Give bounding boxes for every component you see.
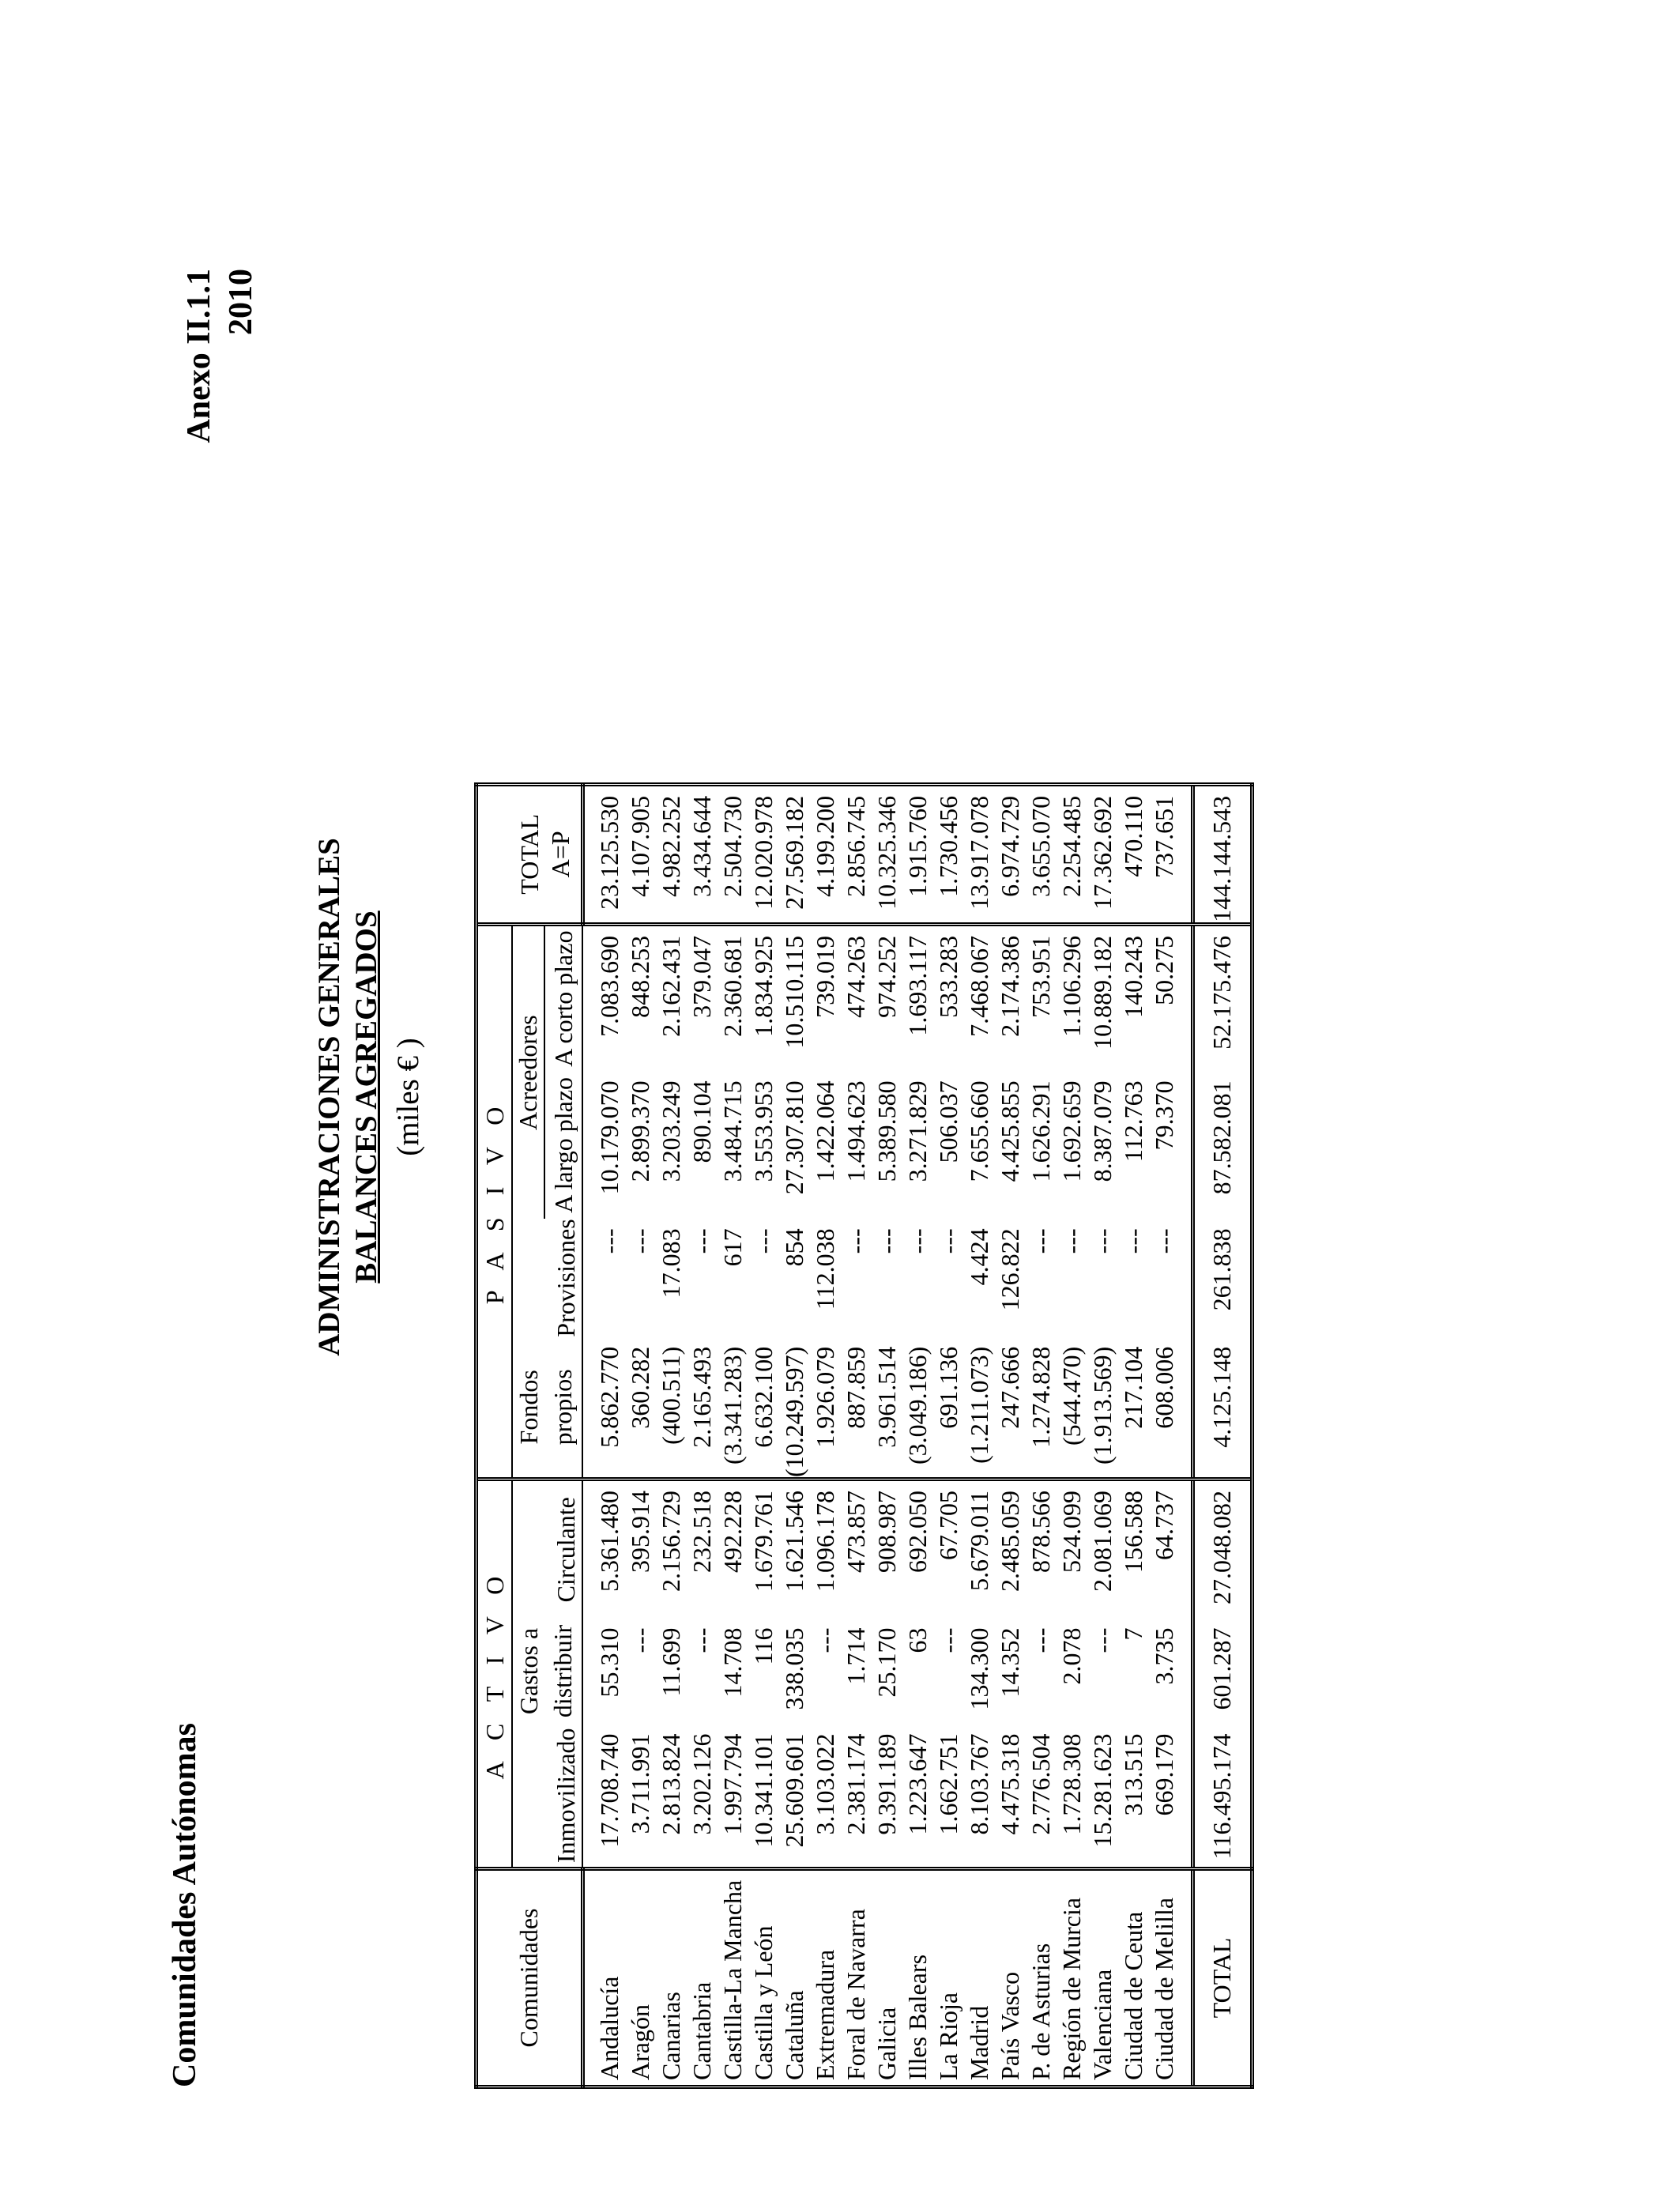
header-total	[477, 784, 583, 924]
cell-fondos: (544.470)	[1057, 1337, 1087, 1480]
total-gastos: 601.287	[1192, 1619, 1252, 1725]
units-label: (miles € )	[391, 1038, 425, 1156]
total-label: TOTAL	[1192, 1869, 1252, 2087]
cell-total: 6.974.729	[995, 784, 1026, 924]
row-comunidad: Galicia	[872, 1869, 902, 2087]
cell-inmovilizado: 313.515	[1118, 1725, 1149, 1869]
cell-corto: 533.283	[933, 935, 962, 1018]
cell-fondos: 1.926.079	[810, 1337, 841, 1480]
cell-total: 12.020.978	[748, 784, 779, 924]
header-fondos-line2: propios	[544, 1337, 582, 1480]
cell-provisiones: 854	[779, 1228, 808, 1267]
cell-circulante: 492.228	[718, 1491, 747, 1573]
cell-largo: 4.425.855	[995, 1080, 1024, 1182]
cell-corto: 50.275	[1149, 935, 1178, 1005]
cell-corto: 379.047	[687, 935, 716, 1018]
total-fondos: 4.125.148	[1192, 1337, 1252, 1480]
cell-fondos: 247.666	[995, 1337, 1026, 1480]
cell-total: 10.325.346	[872, 784, 902, 924]
table-row	[933, 784, 964, 2087]
header-largo-plazo: A largo plazo	[548, 1076, 578, 1213]
cell-circulante: 395.914	[625, 1491, 654, 1573]
cell-largo: 3.271.829	[902, 1080, 932, 1182]
cell-corto: 848.253	[625, 935, 654, 1018]
balance-table	[474, 782, 1254, 2089]
cell-corto: 7.083.690	[594, 935, 623, 1037]
cell-inmovilizado: 1.662.751	[933, 1725, 964, 1869]
cell-fondos: (1.913.569)	[1087, 1337, 1118, 1480]
cell-inmovilizado: 9.391.189	[872, 1725, 902, 1869]
row-comunidad: País Vasco	[995, 1869, 1026, 2087]
cell-corto: 1.106.296	[1057, 935, 1086, 1037]
cell-gastos: 3.735	[1149, 1627, 1178, 1685]
cell-total: 4.982.252	[656, 784, 687, 924]
cell-gastos: 14.708	[718, 1627, 747, 1698]
cell-corto: 10.889.182	[1087, 935, 1117, 1050]
cell-corto: 7.468.067	[964, 935, 993, 1037]
cell-fondos: 608.006	[1149, 1337, 1193, 1480]
row-comunidad: Castilla y León	[748, 1869, 779, 2087]
table-row	[964, 784, 995, 2087]
table-body	[585, 784, 1193, 2087]
header-acreedores: Acreedores	[512, 924, 544, 1219]
cell-total: 4.107.905	[625, 784, 656, 924]
cell-inmovilizado: 3.202.126	[687, 1725, 718, 1869]
cell-provisiones: ---	[872, 1228, 901, 1254]
cell-provisiones: ---	[902, 1228, 932, 1254]
cell-corto: 2.174.386	[995, 935, 1024, 1037]
annex-label: Anexo II.1.1	[181, 269, 217, 443]
header-total-formula: A=P	[546, 831, 574, 878]
total-circulante: 27.048.082	[1192, 1480, 1252, 1619]
cell-largo: 79.370	[1149, 1080, 1178, 1151]
cell-circulante: 67.705	[933, 1491, 962, 1560]
cell-largo: 506.037	[933, 1080, 962, 1163]
cell-circulante: 1.679.761	[748, 1491, 778, 1592]
cell-circulante: 692.050	[902, 1491, 932, 1573]
cell-circulante: 232.518	[687, 1491, 716, 1573]
cell-largo: 3.484.715	[718, 1080, 747, 1182]
header-fondos-line1: Fondos	[512, 1337, 544, 1480]
row-comunidad: P. de Asturias	[1026, 1869, 1057, 2087]
cell-inmovilizado: 8.103.767	[964, 1725, 995, 1869]
header-circulante: Circulante	[512, 1480, 582, 1619]
row-comunidad: Cantabria	[687, 1869, 718, 2087]
table-row	[841, 784, 872, 2087]
cell-corto: 974.252	[872, 935, 901, 1018]
table-row	[1057, 784, 1087, 2087]
row-comunidad: Aragón	[625, 1869, 656, 2087]
table-row	[718, 784, 748, 2087]
cell-total: 2.856.745	[841, 784, 872, 924]
cell-inmovilizado: 3.103.022	[810, 1725, 841, 1869]
cell-provisiones: ---	[594, 1228, 623, 1254]
row-comunidad: Castilla-La Mancha	[718, 1869, 748, 2087]
header-activo: A C T I V O	[477, 1480, 513, 1869]
cell-total: 23.125.530	[585, 784, 625, 924]
cell-gastos: 2.078	[1057, 1627, 1086, 1685]
total-row	[1192, 784, 1252, 2087]
table-row	[902, 784, 933, 2087]
cell-gastos: 7	[1118, 1627, 1147, 1641]
cell-inmovilizado: 4.475.318	[995, 1725, 1026, 1869]
cell-gastos: ---	[1087, 1627, 1117, 1653]
cell-gastos: 25.170	[872, 1627, 901, 1698]
table-row	[872, 784, 902, 2087]
row-comunidad: Valenciana	[1087, 1869, 1118, 2087]
cell-gastos: ---	[687, 1627, 716, 1653]
cell-gastos: 63	[902, 1627, 932, 1653]
total-provisiones: 261.838	[1192, 1219, 1252, 1336]
header-corto-plazo: A corto plazo	[548, 930, 578, 1067]
cell-total: 17.362.692	[1087, 784, 1118, 924]
table-row	[748, 784, 779, 2087]
cell-corto: 739.019	[810, 935, 839, 1018]
cell-total: 1.730.456	[933, 784, 964, 924]
cell-fondos: 691.136	[933, 1337, 964, 1480]
cell-circulante: 5.679.011	[964, 1491, 993, 1591]
cell-largo: 112.763	[1118, 1080, 1147, 1163]
row-comunidad: Ciudad de Melilla	[1149, 1869, 1193, 2087]
cell-total: 27.569.182	[779, 784, 810, 924]
cell-inmovilizado: 25.609.601	[779, 1725, 810, 1869]
cell-corto: 140.243	[1118, 935, 1147, 1018]
header-provisiones: Provisiones	[512, 1219, 582, 1336]
cell-total: 4.199.200	[810, 784, 841, 924]
total-total: 144.144.543	[1192, 784, 1252, 924]
cell-largo: 3.553.953	[748, 1080, 778, 1182]
cell-total: 3.655.070	[1026, 784, 1057, 924]
cell-largo: 8.387.079	[1087, 1080, 1117, 1182]
cell-total: 737.651	[1149, 784, 1193, 924]
cell-provisiones: ---	[687, 1228, 716, 1254]
cell-provisiones: 112.038	[810, 1228, 839, 1310]
cell-fondos: 217.104	[1118, 1337, 1149, 1480]
header-pasivo: P A S I V O	[477, 924, 513, 1479]
cell-fondos: 360.282	[625, 1337, 656, 1480]
cell-largo: 890.104	[687, 1080, 716, 1163]
cell-fondos: (400.511)	[656, 1337, 687, 1480]
cell-inmovilizado: 17.708.740	[585, 1725, 625, 1869]
cell-fondos: (3.341.283)	[718, 1337, 748, 1480]
table-row	[1026, 784, 1057, 2087]
cell-largo: 3.203.249	[656, 1080, 685, 1182]
header-inmovilizado: Inmovilizado	[512, 1725, 582, 1869]
cell-corto: 753.951	[1026, 935, 1055, 1018]
row-comunidad: Madrid	[964, 1869, 995, 2087]
cell-circulante: 2.081.069	[1087, 1491, 1117, 1592]
table-row	[779, 784, 810, 2087]
row-comunidad: Illes Balears	[902, 1869, 933, 2087]
cell-circulante: 473.857	[841, 1491, 870, 1573]
cell-provisiones: ---	[1087, 1228, 1117, 1254]
row-comunidad: Foral de Navarra	[841, 1869, 872, 2087]
total-largo: 87.582.081	[1192, 1071, 1252, 1219]
cell-circulante: 878.566	[1026, 1491, 1055, 1573]
cell-fondos: 1.274.828	[1026, 1337, 1057, 1480]
row-comunidad: Extremadura	[810, 1869, 841, 2087]
cell-provisiones: 617	[718, 1228, 747, 1267]
cell-inmovilizado: 669.179	[1149, 1725, 1193, 1869]
cell-circulante: 2.156.729	[656, 1491, 685, 1592]
cell-fondos: (3.049.186)	[902, 1337, 933, 1480]
section-header: Comunidades Autónomas	[167, 1723, 203, 2087]
cell-provisiones: ---	[841, 1228, 870, 1254]
cell-provisiones: ---	[1026, 1228, 1055, 1254]
table-row	[656, 784, 687, 2087]
title-line-1: ADMINISTRACIONES GENERALES	[312, 838, 346, 1356]
cell-circulante: 64.737	[1149, 1491, 1178, 1560]
header-total-label: TOTAL	[515, 813, 544, 895]
cell-gastos: 14.352	[995, 1627, 1024, 1698]
cell-fondos: 3.961.514	[872, 1337, 902, 1480]
cell-total: 1.915.760	[902, 784, 933, 924]
cell-provisiones: ---	[748, 1228, 778, 1254]
cell-provisiones: ---	[625, 1228, 654, 1254]
table-row	[1149, 784, 1193, 2087]
row-comunidad: Andalucía	[585, 1869, 625, 2087]
cell-largo: 10.179.070	[594, 1080, 623, 1195]
title-line-2: BALANCES AGREGADOS	[349, 910, 383, 1284]
cell-fondos: 6.632.100	[748, 1337, 779, 1480]
row-comunidad: Ciudad de Ceuta	[1118, 1869, 1149, 2087]
cell-corto: 1.693.117	[902, 935, 932, 1036]
row-comunidad: La Rioja	[933, 1869, 964, 2087]
cell-largo: 1.494.623	[841, 1080, 870, 1182]
cell-gastos: ---	[1026, 1627, 1055, 1653]
cell-gastos: ---	[810, 1627, 839, 1653]
cell-circulante: 2.485.059	[995, 1491, 1024, 1592]
cell-inmovilizado: 3.711.991	[625, 1725, 656, 1869]
table-row	[995, 784, 1026, 2087]
table-row	[1087, 784, 1118, 2087]
cell-provisiones: ---	[1149, 1228, 1178, 1254]
cell-inmovilizado: 2.776.504	[1026, 1725, 1057, 1869]
cell-gastos: ---	[933, 1627, 962, 1653]
row-comunidad: Región de Murcia	[1057, 1869, 1087, 2087]
cell-inmovilizado: 2.813.824	[656, 1725, 687, 1869]
table-row	[1118, 784, 1149, 2087]
cell-largo: 27.307.810	[779, 1080, 808, 1195]
cell-total: 470.110	[1118, 784, 1149, 924]
cell-inmovilizado: 1.223.647	[902, 1725, 933, 1869]
cell-provisiones: ---	[1057, 1228, 1086, 1254]
cell-largo: 1.422.064	[810, 1080, 839, 1182]
total-inmovilizado: 116.495.174	[1192, 1725, 1252, 1869]
cell-gastos: 11.699	[656, 1627, 685, 1697]
cell-gastos: 1.714	[841, 1627, 870, 1685]
cell-largo: 5.389.580	[872, 1080, 901, 1182]
cell-circulante: 156.588	[1118, 1491, 1147, 1573]
header-gastos-line2: distribuir	[548, 1624, 577, 1718]
header-comunidades: Comunidades	[477, 1869, 583, 2087]
cell-gastos: 116	[748, 1627, 778, 1665]
cell-provisiones: 17.083	[656, 1228, 685, 1299]
cell-provisiones: 126.822	[995, 1228, 1024, 1311]
cell-gastos: 134.300	[964, 1627, 993, 1710]
table-row	[585, 784, 625, 2087]
cell-inmovilizado: 2.381.174	[841, 1725, 872, 1869]
cell-total: 3.434.644	[687, 784, 718, 924]
cell-gastos: 338.035	[779, 1627, 808, 1710]
cell-circulante: 908.987	[872, 1491, 901, 1573]
table-row	[810, 784, 841, 2087]
cell-corto: 10.510.115	[779, 935, 808, 1049]
cell-circulante: 5.361.480	[594, 1491, 623, 1592]
cell-fondos: (1.211.073)	[964, 1337, 995, 1480]
cell-provisiones: ---	[933, 1228, 962, 1254]
cell-inmovilizado: 1.997.794	[718, 1725, 748, 1869]
cell-corto: 2.162.431	[656, 935, 685, 1037]
cell-largo: 2.899.370	[625, 1080, 654, 1182]
annex-year: 2010	[223, 269, 259, 335]
cell-largo: 1.626.291	[1026, 1080, 1055, 1182]
cell-fondos: 2.165.493	[687, 1337, 718, 1480]
cell-fondos: (10.249.597)	[779, 1337, 810, 1480]
cell-total: 2.504.730	[718, 784, 748, 924]
cell-largo: 1.692.659	[1057, 1080, 1086, 1182]
document-title	[311, 0, 427, 2194]
total-corto: 52.175.476	[1192, 924, 1252, 1071]
cell-fondos: 887.859	[841, 1337, 872, 1480]
cell-circulante: 524.099	[1057, 1491, 1086, 1573]
cell-gastos: ---	[625, 1627, 654, 1653]
cell-corto: 474.263	[841, 935, 870, 1018]
cell-total: 13.917.078	[964, 784, 995, 924]
cell-inmovilizado: 1.728.308	[1057, 1725, 1087, 1869]
cell-circulante: 1.096.178	[810, 1491, 839, 1592]
cell-provisiones: ---	[1118, 1228, 1147, 1254]
cell-total: 2.254.485	[1057, 784, 1087, 924]
cell-corto: 2.360.681	[718, 935, 747, 1037]
row-comunidad: Cataluña	[779, 1869, 810, 2087]
cell-gastos: 55.310	[594, 1627, 623, 1698]
table-row	[687, 784, 718, 2087]
row-comunidad: Canarias	[656, 1869, 687, 2087]
cell-corto: 1.834.925	[748, 935, 778, 1037]
cell-circulante: 1.621.546	[779, 1491, 808, 1592]
table-row	[625, 784, 656, 2087]
cell-inmovilizado: 15.281.623	[1087, 1725, 1118, 1869]
cell-largo: 7.655.660	[964, 1080, 993, 1182]
cell-inmovilizado: 10.341.101	[748, 1725, 779, 1869]
header-gastos-line1: Gastos a	[512, 1619, 544, 1725]
annex-header	[179, 269, 262, 443]
cell-fondos: 5.862.770	[585, 1337, 625, 1480]
cell-provisiones: 4.424	[964, 1228, 993, 1286]
